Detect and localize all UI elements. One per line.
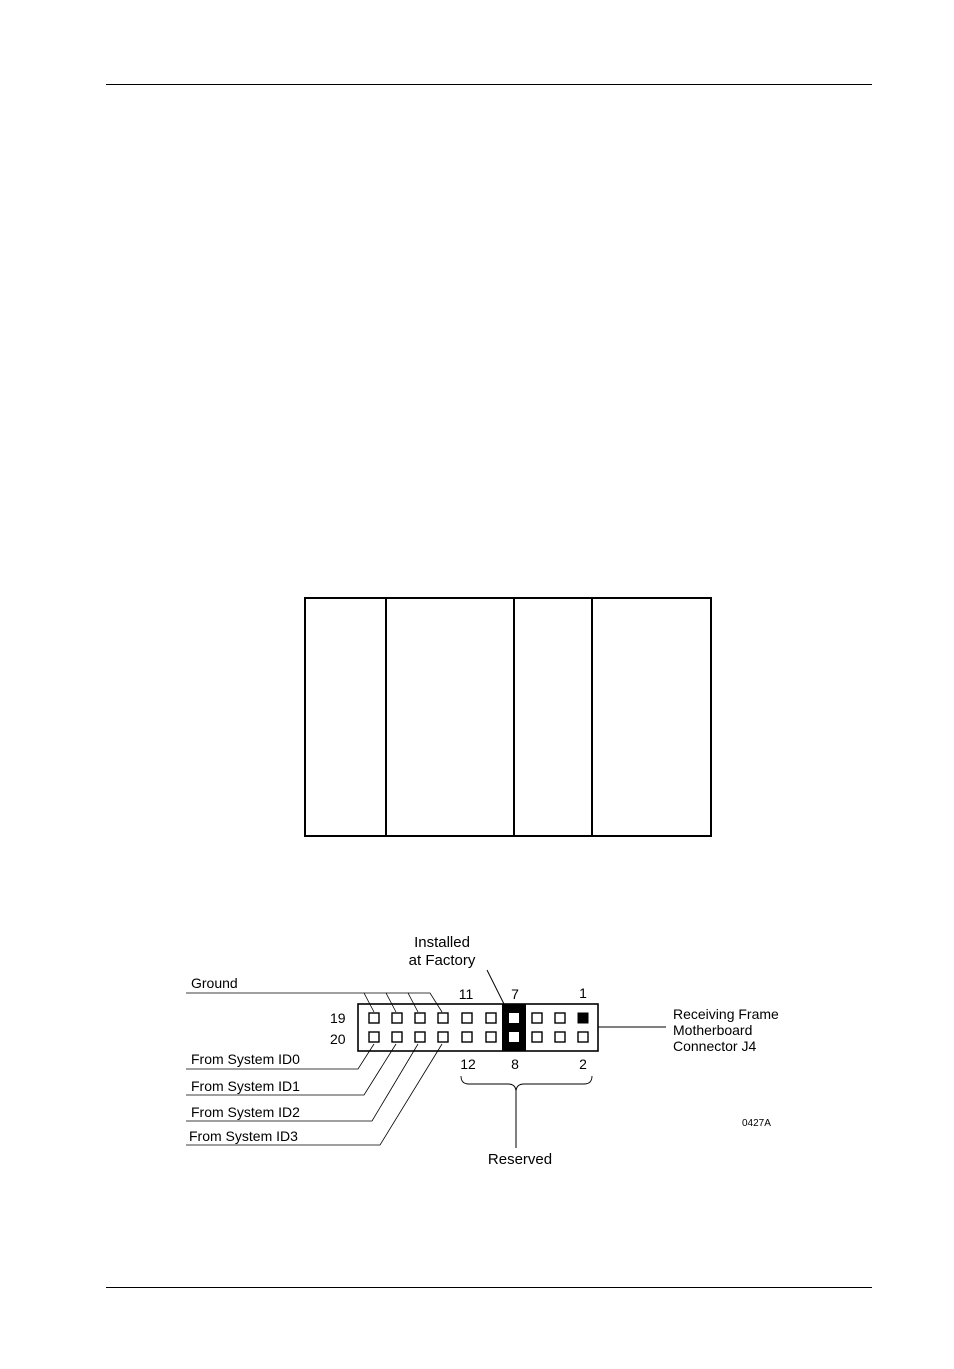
system-id2-label: From System ID2 [191,1104,300,1120]
connector-pin [578,1032,588,1042]
connector-pin [532,1013,542,1023]
system-id1-label: From System ID1 [191,1078,300,1094]
connector-pin [486,1013,496,1023]
pin-number-2: 2 [579,1056,587,1072]
connector-pin [438,1013,448,1023]
pin-number-11: 11 [458,986,474,1002]
pin-number-8: 8 [511,1056,519,1072]
pin-grid [369,1013,588,1042]
figure-id: 0427A [742,1118,771,1129]
row-label-20: 20 [330,1031,346,1047]
installed-label-line1: Installed [414,934,470,951]
connector-pin [555,1013,565,1023]
system-id3-label: From System ID3 [189,1128,298,1144]
pin-number-12: 12 [460,1056,476,1072]
installed-leader-line [487,970,505,1006]
connector-body [358,1004,598,1051]
reserved-label: Reserved [487,1151,553,1168]
system-id0-label: From System ID0 [191,1051,300,1067]
connector-pin [369,1013,379,1023]
row-label-19: 19 [330,1010,346,1026]
ground-label: Ground [191,975,238,991]
connector-label-line2: Motherboard [673,1022,753,1038]
installed-label-line2: at Factory [408,952,476,969]
connector-pin [369,1032,379,1042]
connector-pin [509,1013,519,1023]
connector-pin [532,1032,542,1042]
connector-pin [486,1032,496,1042]
reserved-brace [461,1076,592,1092]
connector-pin [392,1013,402,1023]
connector-pin [462,1013,472,1023]
footer-rule [106,1287,872,1288]
connector-label-line3: Connector J4 [673,1038,757,1054]
connector-label-line1: Receiving Frame [673,1006,779,1022]
installed-jumper [502,1004,526,1051]
connector-pin [415,1013,425,1023]
connector-pin [392,1032,402,1042]
connector-pin [415,1032,425,1042]
ground-leader-lines [186,993,442,1012]
connector-pin [438,1032,448,1042]
connector-pin [509,1032,519,1042]
connector-pin [462,1032,472,1042]
connector-pin [555,1032,565,1042]
pin-number-1: 1 [579,985,587,1001]
pin-number-7: 7 [511,986,519,1002]
connector-pin [578,1013,588,1023]
